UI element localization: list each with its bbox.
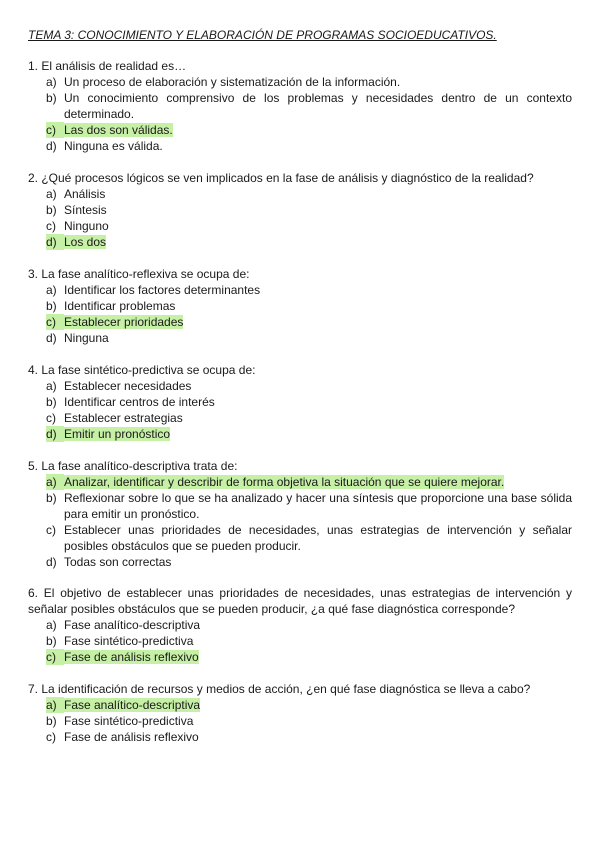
answer-option: c) Fase de análisis reflexivo xyxy=(46,730,199,744)
question-3 xyxy=(28,266,572,346)
answer-option-correct: d) Los dos xyxy=(46,235,107,249)
question-text: 3. La fase analítico-reflexiva se ocupa de: xyxy=(28,267,250,281)
answer-options xyxy=(46,474,572,570)
question-text: 1. El análisis de realidad es… xyxy=(28,59,187,73)
answer-option: a) Identificar los factores determinantes xyxy=(46,283,261,297)
answer-option: c) Establecer unas prioridades de necesidades, unas estrategias de intervención y señalar posibles obstáculos que se pueden producir. xyxy=(46,523,572,553)
question-text: 7. La identificación de recursos y medios de acción, ¿en qué fase diagnóstica se lleva a cabo? xyxy=(28,682,531,696)
answer-options xyxy=(46,74,572,154)
answer-option: b) Un conocimiento comprensivo de los problemas y necesidades dentro de un contexto determinado. xyxy=(46,91,572,121)
answer-option: d) Todas son correctas xyxy=(46,555,172,569)
answer-option: d) Ninguna xyxy=(46,331,109,345)
answer-option: b) Síntesis xyxy=(46,203,107,217)
answer-option: a) Un proceso de elaboración y sistematización de la información. xyxy=(46,75,401,89)
question-text: 6. El objetivo de establecer unas prioridades de necesidades, unas estrategias de intervención y señalar posibles obstáculos que se pueden producir, ¿a qué fase diagnóstica corresponde? xyxy=(28,586,572,616)
answer-options xyxy=(46,282,572,346)
answer-option: a) Establecer necesidades xyxy=(46,379,192,393)
answer-options xyxy=(46,617,572,665)
question-2 xyxy=(28,170,572,250)
answer-option: c) Ninguno xyxy=(46,219,109,233)
answer-option: b) Fase sintético-predictiva xyxy=(46,634,194,648)
answer-option: b) Reflexionar sobre lo que se ha analizado y hacer una síntesis que proporcione una base sólida para emitir un pronóstico. xyxy=(46,491,572,521)
answer-options xyxy=(46,378,572,442)
question-text: 4. La fase sintético-predictiva se ocupa de: xyxy=(28,363,256,377)
answer-option-correct: c) Establecer prioridades xyxy=(46,315,184,329)
question-5 xyxy=(28,458,572,570)
question-7 xyxy=(28,681,572,745)
answer-option: b) Identificar centros de interés xyxy=(46,395,215,409)
answer-option-correct: a) Analizar, identificar y describir de forma objetiva la situación que se quiere mejorar. xyxy=(46,475,505,489)
question-text: 5. La fase analítico-descriptiva trata de: xyxy=(28,459,238,473)
question-6 xyxy=(28,585,572,665)
answer-options xyxy=(46,697,572,745)
answer-option: a) Fase analítico-descriptiva xyxy=(46,618,201,632)
answer-option: c) Establecer estrategias xyxy=(46,411,183,425)
answer-option: d) Ninguna es válida. xyxy=(46,139,163,153)
answer-option-correct: d) Emitir un pronóstico xyxy=(46,427,171,441)
page-title: TEMA 3: CONOCIMIENTO Y ELABORACIÓN DE PROGRAMAS SOCIOEDUCATIVOS. xyxy=(28,28,497,42)
answer-option-correct: c) Fase de análisis reflexivo xyxy=(46,650,199,664)
answer-option: b) Fase sintético-predictiva xyxy=(46,714,194,728)
question-1 xyxy=(28,58,572,154)
document-page xyxy=(28,27,572,761)
answer-options xyxy=(46,186,572,250)
answer-option-correct: c) Las dos son válidas. xyxy=(46,123,173,137)
question-text: 2. ¿Qué procesos lógicos se ven implicados en la fase de análisis y diagnóstico de la realidad? xyxy=(28,171,534,185)
question-4 xyxy=(28,362,572,442)
answer-option: b) Identificar problemas xyxy=(46,299,176,313)
answer-option: a) Análisis xyxy=(46,187,106,201)
answer-option-correct: a) Fase analítico-descriptiva xyxy=(46,698,201,712)
